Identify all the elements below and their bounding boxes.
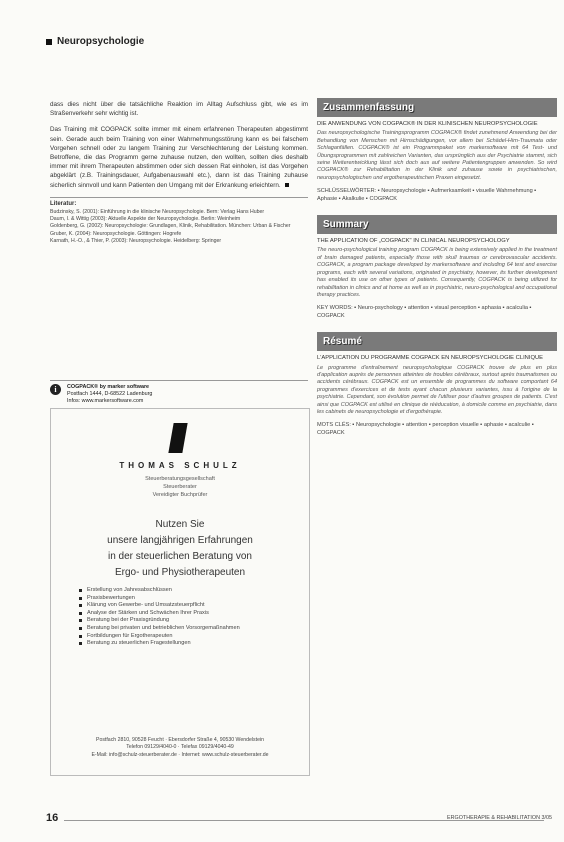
literature-item: Budzinsky, S. (2001): Einführung in die klinische Neuropsychologie. Bern: Verlag Hans Huber — [50, 209, 265, 216]
journal-name: ERGOTHERAPIE & REHABILITATION 3/05 — [447, 815, 552, 821]
ad-subtitle: Steuerberatungsgesellschaft Steuerberater Vereidigter Buchprüfer — [145, 476, 215, 498]
section-keywords: SCHLÜSSELWÖRTER: ▪ Neuropsychologie ▪ Aufmerksamkeit ▪ visuelle Wahrnehmung ▪ Aphasie ▪ Akalkulie ▪ COGPACK — [317, 188, 537, 202]
list-item: Erstellung von Jahresabschlüssen — [79, 587, 289, 595]
info-web[interactable]: Infos: www.markersoftware.com — [67, 398, 144, 405]
left-column — [50, 100, 308, 245]
section-banner: Zusammenfassung — [317, 98, 557, 117]
ad-brand: THOMAS SCHULZ — [119, 461, 241, 470]
section-header — [46, 36, 144, 47]
page-number: 16 — [46, 812, 59, 824]
summary-section-en — [317, 215, 557, 320]
info-icon: i — [50, 384, 61, 395]
literature-item: Karnath, H.-O., & Thier, P. (2003): Neuropsychologie. Heidelberg: Springer — [50, 237, 222, 244]
section-title: Neuropsychologie — [57, 36, 145, 47]
section-banner: Summary — [317, 215, 557, 234]
brand-logo-icon — [168, 423, 187, 453]
list-item: Beratung zu steuerlichen Fragestellungen — [79, 640, 289, 648]
section-body: Le programme d'entraînement neuropsychologique COGPACK trouve de plus en plus d'application auprès de personnes atteintes de troubles cérébraux, surtout après traumatismes ou accidents cérébraux. COGPACK est un ensemble de programmes du software comportant 64 programmes d'exercices et de tests ayant chacun plusieurs variantes, issu à l'origine de la psychiatrie. Cependant, son évolution permet de l'utiliser pour d'autres groupes de patients. C'est ainsi que COGPACK est utilisé en clinique de rééducation, à domicile comme en psychiatrie, dans les cabinets de neuropsychologie et d'ergothérapie. — [317, 364, 557, 415]
section-heading: L'APPLICATION DU PROGRAMME COGPACK EN NEUROPSYCHOLOGIE CLINIQUE — [317, 355, 544, 362]
literature-item: Goldenberg, G. (2002): Neuropsychologie: Grundlagen, Klinik, Rehabilitation. München: Urban & Fischer — [50, 223, 291, 230]
list-item: Klärung von Gewerbe- und Umsatzsteuerpflicht — [79, 602, 289, 610]
list-item: Praxisbewertungen — [79, 595, 289, 603]
literature-label: Literatur: — [50, 197, 308, 209]
literature-item: Gruber, K. (2004): Neuropsychologie. Göttingen: Hogrefe — [50, 230, 182, 237]
summary-section-de — [317, 98, 557, 203]
paragraph: dass dies nicht über die tatsächliche Reaktion im Alltag Aufschluss gibt, wie es im Straßenverkehr sehr wichtig ist. — [50, 101, 308, 118]
info-address: Postfach 1444, D-68522 Ladenburg — [67, 391, 153, 398]
section-banner: Résumé — [317, 332, 557, 351]
right-column — [317, 98, 557, 449]
list-item: Analyse der Stärken und Schwächen Ihrer Praxis — [79, 610, 289, 618]
section-body: Das neuropsychologische Trainingsprogramm COGPACK® findet zunehmend Anwendung bei der Behandlung von Menschen mit Hirnschädigungen, vor allem bei Schädel-Hirn-Traumata oder Schlaganfällen. COGPACK® ist ein Programmpaket von markersoftware mit 64 Test- und Übungsprogrammen mit zahlreichen Varianten, das ursprünglich aus der Psychiatrie stammt, sich seine Weiterentwicklung lässt sich doch aus auf weitere Patientengruppen anwenden. So wird COGPACK® zur Rehabilitation in der Klinik und zuhause sowie in psychiatrischen, neuropsychologischen und ergotherapeutischen Praxen eingesetzt. — [317, 130, 557, 181]
section-keywords: KEY WORDS: ▪ Neuro-psychology ▪ attention ▪ visual perception ▪ aphasia ▪ acalculia ▪ COGPACK — [317, 305, 532, 319]
info-box — [50, 380, 308, 406]
advertisement — [50, 408, 310, 776]
summary-section-fr — [317, 332, 557, 437]
section-heading: THE APPLICATION OF „COGPACK" IN CLINICAL NEUROPSYCHOLOGY — [317, 238, 510, 245]
literature-item: Daum, I. & Wittig (2003): Aktuelle Aspekte der Neuropsychologie. Berlin: Weinheim — [50, 216, 241, 223]
ad-headline: Nutzen Sie unsere langjährigen Erfahrungen in der steuerlichen Beratung von Ergo- und Physiotherapeuten — [107, 519, 253, 578]
square-bullet-icon — [46, 39, 52, 45]
paragraph: Das Training mit COGPACK sollte immer mit einem erfahrenen Therapeuten abgestimmt sein. Gerade auch beim Training von einer Wahrnehmungsstörung kann es bei falschem Vorgehen schnell oder zu langem Training zur Verschlechterung der Leistung kommen. Betroffene, die das Programm gerne zuhause nutzen, den wollten, sollten dies deshalb immer mit ihrem Therapeuten abstimmen oder sich dessen Rat einholen, ist das Vorgehen abgeklärt (z.B. Trainingsdauer, Aufgabenauswahl etc.), dann ist das Training zuhause sicherlich sinnvoll und kann Patienten den Umgang mit der Erkrankung erleichtern. — [50, 126, 308, 189]
list-item: Beratung bei der Praxisgründung — [79, 617, 289, 625]
list-item: Fortbildungen für Ergotherapeuten — [79, 633, 289, 641]
section-heading: DIE ANWENDUNG VON COGPACK® IN DER KLINISCHEN NEUROPSYCHOLOGIE — [317, 121, 538, 127]
section-keywords: MOTS CLÉS: ▪ Neuropsychologie ▪ attention ▪ perception visuelle ▪ aphasie ▪ acalculie ▪ COGPACK — [317, 422, 534, 436]
info-company: COGPACK® by marker software — [67, 384, 150, 390]
section-body: The neuro-psychological training program COGPACK is being extensively applied in the treatment of brain damaged patients, especially those with skull traumas or cerebrovascular accidents. COGPACK, a program package developed by markersoftware and including 64 test and exercise programs, each with several variations, originated in psychiatry, however, its further development has enabled its use on other types of patients. Consequently, COGPACK is being utilized for rehabilitation in clinics and at home as well as in psychiatric, neuro-psychological and occupational therapy practices. — [317, 247, 557, 298]
ad-bullet-list — [79, 587, 289, 648]
end-mark-icon — [285, 183, 289, 187]
list-item: Beratung bei privaten und betrieblichen Vorsorgemaßnahmen — [79, 625, 289, 633]
ad-contact: Postfach 2810, 90528 Feucht · Ebersdorfer Straße 4, 90530 Wendelstein Telefon 09129/4040-0 · Telefax 09129/4040-49 E-Mail: info@schulz-steuerberater.de · Internet: www.schulz-steuerberater.de — [91, 737, 269, 758]
